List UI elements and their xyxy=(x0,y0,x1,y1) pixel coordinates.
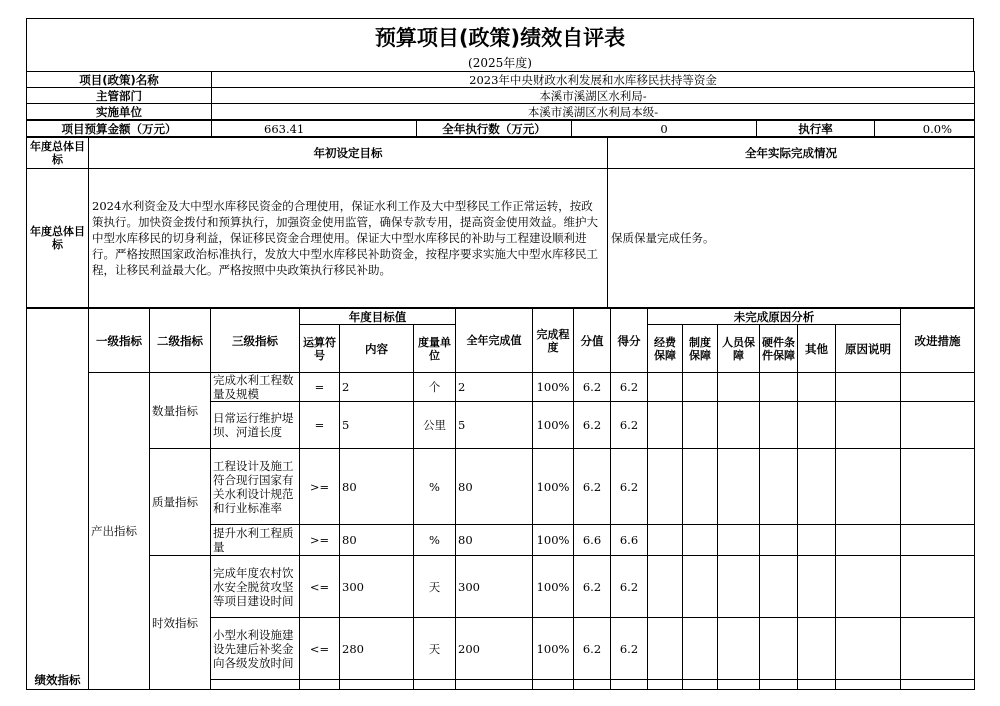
reason-cell xyxy=(836,402,901,449)
indicator-op: <= xyxy=(300,556,340,618)
reason-cell xyxy=(718,556,760,618)
budget-label: 项目预算金额（万元） xyxy=(27,121,212,137)
indicator-actual: 2 xyxy=(456,373,533,402)
hdr-reason-staff: 人员保障 xyxy=(718,325,760,373)
indicator-degree: 100% xyxy=(533,402,574,449)
exec-value: 0 xyxy=(572,121,757,137)
improve-cell xyxy=(901,525,975,556)
indicator-full: 6.2 xyxy=(574,402,611,449)
reason-cell xyxy=(648,525,683,556)
table-row xyxy=(27,373,975,402)
indicator-op: >= xyxy=(300,525,340,556)
hdr-level3: 三级指标 xyxy=(211,309,300,373)
hdr-level1: 一级指标 xyxy=(89,309,150,373)
indicator-op: = xyxy=(300,373,340,402)
improve-cell xyxy=(901,373,975,402)
reason-cell xyxy=(648,680,683,690)
improve-cell xyxy=(901,402,975,449)
reason-cell xyxy=(798,556,836,618)
rate-value: 0.0% xyxy=(875,121,975,137)
indicator-degree: 100% xyxy=(533,556,574,618)
reason-cell xyxy=(718,618,760,680)
reason-cell xyxy=(760,525,798,556)
goals-row-label: 年度总体目标 xyxy=(27,169,89,308)
hdr-improve: 改进措施 xyxy=(901,309,975,373)
hdr-reason-explain: 原因说明 xyxy=(836,325,901,373)
reason-cell xyxy=(760,373,798,402)
impl-unit-value: 本溪市溪湖区水利局本级- xyxy=(212,104,975,120)
indicator-degree: 100% xyxy=(533,618,574,680)
reason-cell xyxy=(718,525,760,556)
indicator-op: >= xyxy=(300,449,340,525)
dept-value: 本溪市溪湖区水利局- xyxy=(212,88,975,104)
perf-side-label: 绩效指标 xyxy=(27,309,89,690)
table-row xyxy=(27,449,975,525)
indicator-score: 6.2 xyxy=(611,449,648,525)
indicator-actual: 5 xyxy=(456,402,533,449)
indicator-score: 6.6 xyxy=(611,525,648,556)
indicator-name: 小型水利设施建设先建后补奖金向各级发放时间 xyxy=(211,618,300,680)
indicator-full: 6.2 xyxy=(574,449,611,525)
impl-unit-label: 实施单位 xyxy=(27,104,212,120)
indicator-full: 6.2 xyxy=(574,618,611,680)
year-subtitle: (2025年度) xyxy=(26,55,974,71)
improve-cell xyxy=(901,556,975,618)
page-title: 预算项目(政策)绩效自评表 xyxy=(26,18,974,55)
performance-table xyxy=(26,308,975,690)
reason-cell xyxy=(798,449,836,525)
indicator-degree: 100% xyxy=(533,525,574,556)
indicator-score: 6.2 xyxy=(611,402,648,449)
reason-cell xyxy=(798,373,836,402)
indicator-actual: 80 xyxy=(456,449,533,525)
indicator-unit: 天 xyxy=(414,618,456,680)
budget-table xyxy=(26,120,975,137)
reason-cell xyxy=(798,680,836,690)
reason-cell xyxy=(648,373,683,402)
reason-cell xyxy=(760,402,798,449)
indicator-full: 6.2 xyxy=(574,373,611,402)
improve-cell xyxy=(901,618,975,680)
rate-label: 执行率 xyxy=(757,121,875,137)
reason-cell xyxy=(718,680,760,690)
evaluation-sheet xyxy=(26,18,974,690)
indicator-score: 6.2 xyxy=(611,618,648,680)
indicator-name: 完成水利工程数量及规模 xyxy=(211,373,300,402)
indicator-full: 6.6 xyxy=(574,525,611,556)
reason-cell xyxy=(760,449,798,525)
indicator-op: = xyxy=(300,402,340,449)
indicator-content: 5 xyxy=(340,402,414,449)
reason-cell xyxy=(683,618,718,680)
indicator-name: 工程设计及施工符合现行国家有关水利设计规范和行业标准率 xyxy=(211,449,300,525)
goals-table xyxy=(26,137,975,308)
indicator-content xyxy=(340,680,414,690)
dept-label: 主管部门 xyxy=(27,88,212,104)
indicator-content: 80 xyxy=(340,449,414,525)
hdr-op: 运算符号 xyxy=(300,325,340,373)
reason-cell xyxy=(836,449,901,525)
reason-cell xyxy=(836,373,901,402)
indicator-score: 6.2 xyxy=(611,373,648,402)
budget-value: 663.41 xyxy=(212,121,417,137)
hdr-unit: 度量单位 xyxy=(414,325,456,373)
hdr-level2: 二级指标 xyxy=(150,309,211,373)
reason-cell xyxy=(718,402,760,449)
goals-done-label: 全年实际完成情况 xyxy=(608,138,975,169)
indicator-op xyxy=(300,680,340,690)
goals-set-label: 年初设定目标 xyxy=(89,138,608,169)
indicator-content: 80 xyxy=(340,525,414,556)
indicator-actual: 300 xyxy=(456,556,533,618)
hdr-degree: 完成程度 xyxy=(533,309,574,373)
indicator-op: <= xyxy=(300,618,340,680)
hdr-reason-other: 其他 xyxy=(798,325,836,373)
reason-cell xyxy=(836,525,901,556)
indicator-content: 280 xyxy=(340,618,414,680)
indicator-degree: 100% xyxy=(533,373,574,402)
reason-cell xyxy=(836,556,901,618)
reason-cell xyxy=(648,556,683,618)
reason-cell xyxy=(760,680,798,690)
hdr-reason-hardware: 硬件条件保障 xyxy=(760,325,798,373)
indicator-full xyxy=(574,680,611,690)
hdr-score-full: 分值 xyxy=(574,309,611,373)
reason-cell xyxy=(798,618,836,680)
reason-cell xyxy=(683,556,718,618)
reason-cell xyxy=(718,449,760,525)
project-name-value: 2023年中央财政水利发展和水库移民扶持等资金 xyxy=(212,72,975,88)
indicator-actual: 80 xyxy=(456,525,533,556)
indicator-actual xyxy=(456,680,533,690)
exec-label: 全年执行数（万元） xyxy=(417,121,572,137)
indicator-name: 日常运行维护堤坝、河道长度 xyxy=(211,402,300,449)
hdr-actual: 全年完成值 xyxy=(456,309,533,373)
reason-cell xyxy=(718,373,760,402)
reason-cell xyxy=(760,556,798,618)
indicator-actual: 200 xyxy=(456,618,533,680)
reason-cell xyxy=(648,402,683,449)
hdr-content: 内容 xyxy=(340,325,414,373)
improve-cell xyxy=(901,449,975,525)
reason-cell xyxy=(798,402,836,449)
group-quantity: 数量指标 xyxy=(150,373,211,449)
indicator-name: 完成年度农村饮水安全脱贫攻坚等项目建设时间 xyxy=(211,556,300,618)
group-timeliness: 时效指标 xyxy=(150,556,211,690)
indicator-name xyxy=(211,680,300,690)
indicator-unit: 个 xyxy=(414,373,456,402)
group-quality: 质量指标 xyxy=(150,449,211,556)
goals-done-text: 保质保量完成任务。 xyxy=(608,169,975,308)
table-row xyxy=(27,556,975,618)
indicator-content: 2 xyxy=(340,373,414,402)
hdr-reason-system: 制度保障 xyxy=(683,325,718,373)
reason-cell xyxy=(836,680,901,690)
hdr-reason-fund: 经费保障 xyxy=(648,325,683,373)
level1-output: 产出指标 xyxy=(89,373,150,690)
goals-header-label: 年度总体目标 xyxy=(27,138,89,169)
reason-cell xyxy=(683,449,718,525)
hdr-score: 得分 xyxy=(611,309,648,373)
reason-cell xyxy=(760,618,798,680)
reason-cell xyxy=(683,402,718,449)
project-info-table xyxy=(26,71,975,120)
indicator-unit xyxy=(414,680,456,690)
indicator-score xyxy=(611,680,648,690)
indicator-content: 300 xyxy=(340,556,414,618)
indicator-degree: 100% xyxy=(533,449,574,525)
hdr-reason-group: 未完成原因分析 xyxy=(648,309,901,325)
indicator-unit: % xyxy=(414,525,456,556)
indicator-name: 提升水利工程质量 xyxy=(211,525,300,556)
indicator-full: 6.2 xyxy=(574,556,611,618)
reason-cell xyxy=(648,618,683,680)
project-name-label: 项目(政策)名称 xyxy=(27,72,212,88)
reason-cell xyxy=(648,449,683,525)
indicator-unit: 天 xyxy=(414,556,456,618)
improve-cell xyxy=(901,680,975,690)
reason-cell xyxy=(836,618,901,680)
indicator-degree xyxy=(533,680,574,690)
hdr-target-group: 年度目标值 xyxy=(300,309,456,325)
reason-cell xyxy=(683,680,718,690)
reason-cell xyxy=(798,525,836,556)
reason-cell xyxy=(683,525,718,556)
goals-set-text: 2024水利资金及大中型水库移民资金的合理使用，保证水利工作及大中型移民工作正常运转，按政策执行。加快资金拨付和预算执行，加强资金使用监管，确保专款专用，提高资金使用效益。维护大中型水库移民的切身利益，保证移民资金合理使用。保证大中型水库移民的补助与工程建设顺利进行。严格按照国家政治标准执行，发放大中型水库移民补助资金，按程序要求实施大中型水库移民工程，让移民利益最大化。严格按照中央政策执行移民补助。 xyxy=(89,169,608,308)
indicator-unit: 公里 xyxy=(414,402,456,449)
indicator-score: 6.2 xyxy=(611,556,648,618)
reason-cell xyxy=(683,373,718,402)
indicator-unit: % xyxy=(414,449,456,525)
